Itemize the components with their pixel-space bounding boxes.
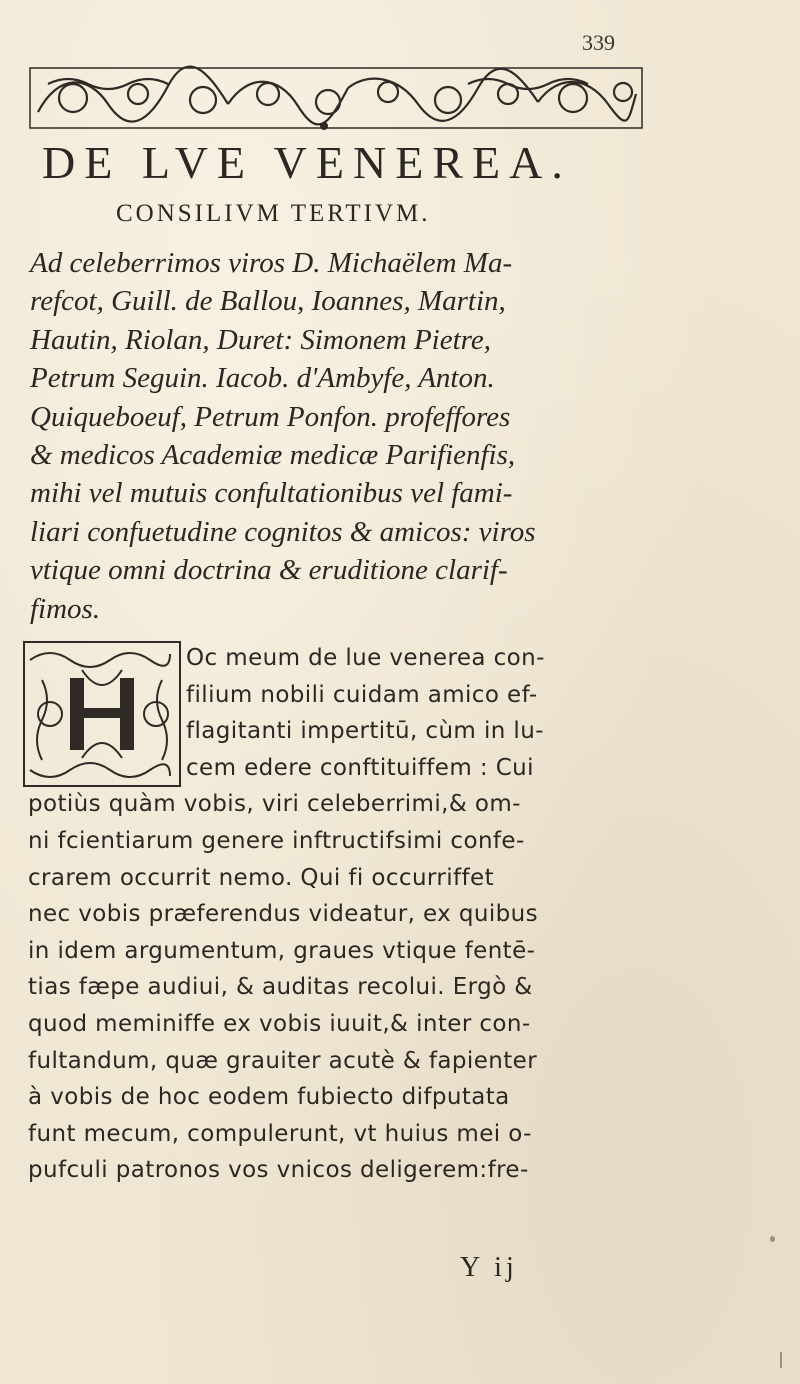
dedication xyxy=(30,244,670,628)
paper-mark xyxy=(780,1352,782,1368)
dedication-line: vtique omni doctrina & eruditione clarif- xyxy=(30,554,508,587)
decorative-headpiece xyxy=(28,64,644,132)
body-line: in idem argumentum, graues vtique fentē- xyxy=(28,937,536,964)
dedication-line: refcot, Guill. de Ballou, Ioannes, Martin, xyxy=(30,285,506,318)
dedication-line: liari confuetudine cognitos & amicos: viros xyxy=(30,515,536,548)
body-line: potiùs quàm vobis, viri celeberrimi,& om- xyxy=(28,791,521,818)
body-line: pufculi patronos vos vnicos deligerem:fre- xyxy=(28,1157,529,1184)
dedication-line: mihi vel mutuis confultationibus vel fami- xyxy=(30,477,513,510)
signature-mark: Y ij xyxy=(460,1252,518,1283)
dedication-line: fimos. xyxy=(30,592,101,625)
body-line: crarem occurrit nemo. Qui fi occurriffet xyxy=(28,864,494,891)
body-line: Oc meum de lue venerea con- xyxy=(186,645,545,671)
section-subtitle: CONSILIVM TERTIVM. xyxy=(116,200,431,227)
initial-letter: H xyxy=(172,790,173,791)
body-line: funt mecum, compulerunt, vt huius mei o- xyxy=(28,1120,532,1147)
dedication-line: Hautin, Riolan, Duret: Simonem Pietre, xyxy=(30,323,491,356)
body-line: à vobis de hoc eodem fubiecto difputata xyxy=(28,1084,510,1111)
body-line: fultandum, quæ grauiter acutè & fapienter xyxy=(28,1047,538,1074)
dedication-line: Ad celeberrimos viros D. Michaëlem Ma- xyxy=(30,247,513,279)
body-line: cem edere conftituiffem : Cui xyxy=(186,754,534,781)
page-number: 339 xyxy=(582,30,615,55)
dedication-line: & medicos Academiæ medicæ Parifienfis, xyxy=(30,439,516,472)
body-line: ni fcientiarum genere inftructifsimi confe- xyxy=(28,827,525,854)
body-line: quod meminiffe ex vobis iuuit,& inter con- xyxy=(28,1010,531,1037)
paper-speck xyxy=(770,1236,775,1242)
body-line: flagitanti impertitū, cùm in lu- xyxy=(186,718,544,745)
body-line: nec vobis præferendus videatur, ex quibus xyxy=(28,901,539,928)
dedication-line: Petrum Seguin. Iacob. d'Ambyfe, Anton. xyxy=(30,362,495,395)
body-line: tias fæpe audiui, & auditas recolui. Ergò & xyxy=(28,974,533,1001)
body-text xyxy=(28,640,668,1189)
page-title: DE LVE VENEREA. xyxy=(42,137,572,188)
dedication-line: Quiqueboeuf, Petrum Ponfon. profeffores xyxy=(30,400,511,433)
body-line: filium nobili cuidam amico ef- xyxy=(186,681,538,708)
